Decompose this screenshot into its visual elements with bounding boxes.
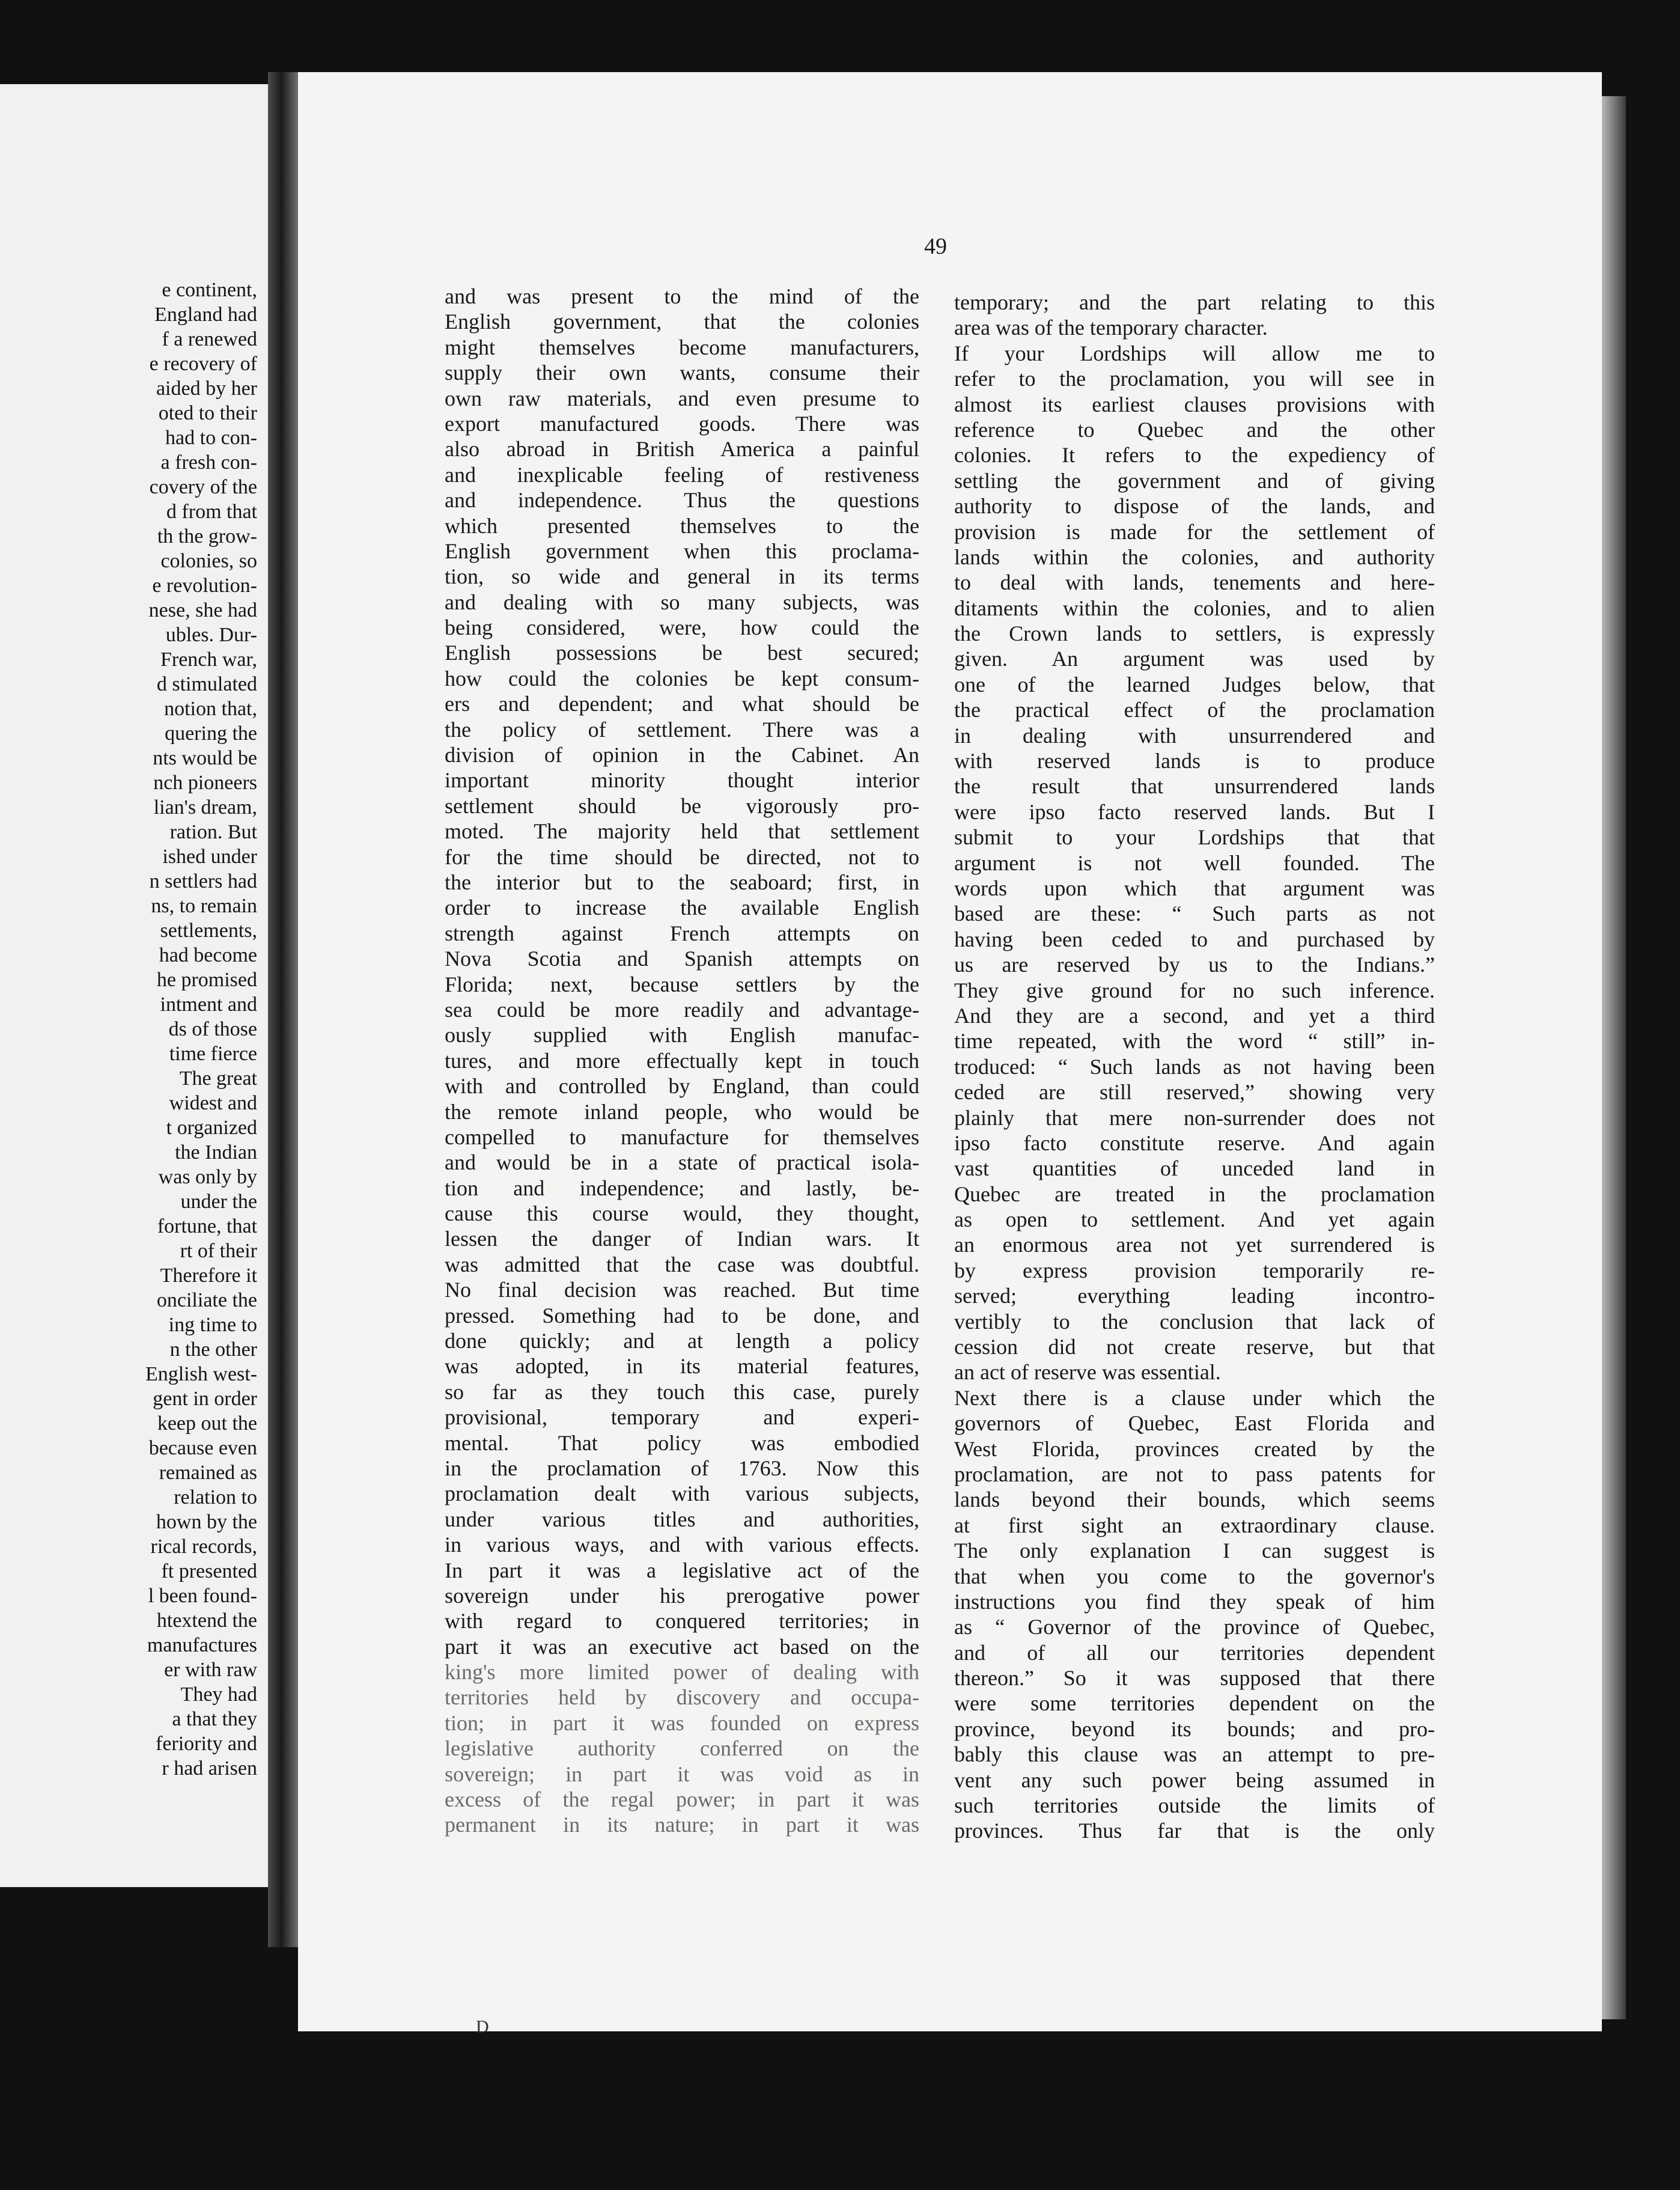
left-page-line: covery of the [149,476,257,498]
column-right-line: as “ Governor of the province of Quebec, [954,1615,1435,1639]
column-right-line: having been ceded to and purchased by [954,927,1435,951]
column-right-line: vertibly to the conclusion that lack of [954,1309,1435,1334]
left-page-line: th the grow- [157,525,257,548]
column-right-line: almost its earliest clauses provisions with [954,392,1435,416]
column-right-line: province, beyond its bounds; and pro- [954,1716,1435,1741]
left-page-line: ubles. Dur- [165,624,257,646]
column-right-line: with reserved lands is to produce [954,749,1435,773]
left-page-line: had to con- [165,427,257,449]
left-page-line: widest and [169,1092,257,1114]
left-page-line: The great [179,1067,257,1090]
column-right-line: submit to your Lordships that that [954,825,1435,850]
column-right-line: that when you come to the governor's [954,1564,1435,1588]
column-left-line: part it was an executive act based on the [445,1634,919,1659]
column-left-line: strength against French attempts on [445,921,919,945]
left-facing-page [0,84,268,1887]
column-left-line: and would be in a state of practical isola- [445,1150,919,1175]
column-right-line: an enormous area not yet surrendered is [954,1233,1435,1257]
column-left-line: how could the colonies be kept consum- [445,666,919,691]
left-page-line: e revolution- [152,575,257,597]
left-page-line: lian's dream, [153,796,257,819]
left-page-line: htextend the [156,1609,257,1632]
column-left-line: might themselves become manufacturers, [445,335,919,359]
column-right-line: as open to settlement. And yet again [954,1207,1435,1232]
column-right-line: the result that unsurrendered lands [954,774,1435,799]
column-right-line: vent any such power being assumed in [954,1768,1435,1792]
column-right-line: authority to dispose of the lands, and [954,494,1435,519]
column-right-line: argument is not well founded. The [954,850,1435,875]
left-page-line: settlements, [160,920,257,942]
column-left-line: done quickly; and at length a policy [445,1329,919,1353]
left-page-line: because even [148,1437,257,1459]
column-left-line: own raw materials, and even presume to [445,386,919,410]
page-edge-shadow [1602,96,1626,2019]
left-page-line: notion that, [164,698,257,720]
left-page-line: was only by [158,1166,257,1188]
column-right-line: troduced: “ Such lands as not having been [954,1054,1435,1079]
column-right-line: temporary; and the part relating to this [954,290,1435,314]
left-page-line: feriority and [156,1733,257,1755]
column-right-line: instructions you find they speak of him [954,1589,1435,1614]
column-right-line: ditaments within the colonies, and to alien [954,596,1435,620]
column-left-line: No final decision was reached. But time [445,1278,919,1302]
column-right-line: plainly that mere non-surrender does not [954,1105,1435,1130]
left-page-line: under the [180,1191,257,1213]
column-right-line: us are reserved by us to the Indians.” [954,953,1435,977]
column-left-line: permanent in its nature; in part it was [445,1813,919,1837]
column-left-line: Nova Scotia and Spanish attempts on [445,947,919,971]
column-right-line: based are these: “ Such parts as not [954,901,1435,926]
column-left-line: being considered, were, how could the [445,615,919,640]
column-right-line: Quebec are treated in the proclamation [954,1182,1435,1206]
column-right-line: bably this clause was an attempt to pre- [954,1742,1435,1767]
left-page-line: l been found- [148,1585,257,1607]
left-page-line: nts would be [153,747,257,769]
left-page-line: oted to their [158,402,257,424]
column-left-line: territories held by discovery and occupa- [445,1685,919,1710]
left-page-line: ds of those [168,1018,257,1040]
left-page-line: England had [154,303,257,326]
left-page-line: rt of their [180,1240,257,1262]
column-right-line: were some territories dependent on the [954,1691,1435,1716]
column-left-line: was admitted that the case was doubtful. [445,1252,919,1276]
column-right-line: given. An argument was used by [954,647,1435,671]
left-page-line: e recovery of [149,353,257,375]
column-left-line: supply their own wants, consume their [445,361,919,385]
column-right-line: in dealing with unsurrendered and [954,723,1435,748]
left-page-line: aided by her [156,377,257,400]
column-left-line: and independence. Thus the questions [445,488,919,513]
column-left-line: settlement should be vigorously pro- [445,793,919,818]
left-page-line: the Indian [175,1141,257,1164]
left-page-line: t organized [166,1117,257,1139]
left-page-line: a fresh con- [160,451,257,474]
column-left-line: the remote inland people, who would be [445,1099,919,1124]
page-number: 49 [924,234,947,259]
column-right-line: served; everything leading incontro- [954,1284,1435,1308]
column-right-line: The only explanation I can suggest is [954,1539,1435,1563]
column-left-line: order to increase the available English [445,895,919,920]
left-page-line: ished under [162,846,257,868]
column-left-line: ously supplied with English manufac- [445,1023,919,1048]
left-page-line: nch pioneers [153,772,257,794]
column-left-line: sovereign under his prerogative power [445,1583,919,1608]
left-page-line: ing time to [168,1314,257,1336]
left-page-line: d stimulated [156,673,257,695]
column-left-line: tion; in part it was founded on express [445,1710,919,1735]
column-right-line: by express provision temporarily re- [954,1258,1435,1283]
left-page-line: intment and [160,993,257,1016]
column-left-line: Florida; next, because settlers by the [445,972,919,996]
left-page-line: gent in order [153,1388,257,1410]
left-page-line: keep out the [157,1412,257,1435]
left-page-line: They had [180,1683,257,1706]
left-page-line: had become [159,944,257,966]
signature-mark: D [476,2017,489,2037]
column-left-line: moted. The majority held that settlement [445,819,919,844]
column-left-line: sea could be more readily and advantage- [445,997,919,1022]
left-page-text [0,278,257,1781]
column-right-line: area was of the temporary character. [954,316,1268,340]
column-left-line: king's more limited power of dealing with [445,1660,919,1685]
column-right-line: And they are a second, and yet a third [954,1003,1435,1028]
column-left-line: cause this course would, they thought, [445,1201,919,1226]
column-left-line: English government, that the colonies [445,310,919,334]
column-left-line: tion, so wide and general in its terms [445,564,919,589]
left-page-line: d from that [166,501,257,523]
left-page-line: ft presented [161,1560,257,1582]
column-right-line: Next there is a clause under which the [954,1385,1435,1410]
column-left-line: which presented themselves to the [445,513,919,538]
column-right-line: reference to Quebec and the other [954,417,1435,442]
left-page-line: quering the [165,722,257,745]
column-left-line: with regard to conquered territories; in [445,1609,919,1633]
left-page-line: Therefore it [160,1264,257,1287]
text-column-right [954,290,1435,1844]
left-page-line: a that they [172,1708,257,1730]
column-right-line: and of all our territories dependent [954,1640,1435,1665]
column-right-line: vast quantities of unceded land in [954,1156,1435,1181]
column-right-line: cession did not create reserve, but that [954,1335,1435,1359]
column-right-line: West Florida, provinces created by the [954,1436,1435,1461]
column-left-line: the interior but to the seaboard; first, in [445,870,919,894]
left-page-line: f a renewed [162,328,257,350]
column-left-line: ers and dependent; and what should be [445,692,919,716]
column-right-line: were ipso facto reserved lands. But I [954,799,1435,824]
column-right-line: words upon which that argument was [954,876,1435,900]
column-right-line: colonies. It refers to the expediency of [954,443,1435,468]
column-left-line: and dealing with so many subjects, was [445,590,919,614]
left-page-line: fortune, that [157,1215,257,1237]
text-column-left [445,284,919,1838]
column-left-line: with and controlled by England, than could [445,1074,919,1099]
left-page-line: onciliate the [156,1289,257,1311]
left-page-line: nese, she had [148,599,257,621]
column-right-line: lands beyond their bounds, which seems [954,1487,1435,1512]
left-page-line: er with raw [164,1659,257,1681]
column-left-line: lessen the danger of Indian wars. It [445,1227,919,1251]
column-left-line: English government when this proclama- [445,538,919,563]
column-left-line: sovereign; in part it was void as in [445,1761,919,1786]
column-left-line: the policy of settlement. There was a [445,717,919,742]
left-page-line: time fierce [169,1043,257,1065]
page-gutter [268,72,298,1947]
column-right-line: such territories outside the limits of [954,1793,1435,1818]
column-left-line: also abroad in British America a painful [445,437,919,462]
left-page-line: rical records, [150,1536,257,1558]
left-page-line: English west- [145,1363,257,1385]
column-right-line: the Crown lands to settlers, is expressly [954,621,1435,646]
column-right-line: ipso facto constitute reserve. And again [954,1130,1435,1155]
column-right-line: at first sight an extraordinary clause. [954,1513,1435,1537]
column-left-line: tion and independence; and lastly, be- [445,1176,919,1200]
left-page-line: n the other [169,1338,257,1361]
column-left-line: in the proclamation of 1763. Now this [445,1456,919,1480]
left-page-line: remained as [159,1462,257,1484]
column-left-line: pressed. Something had to be done, and [445,1303,919,1328]
column-left-line: and was present to the mind of the [445,284,919,308]
column-left-line: and inexplicable feeling of restiveness [445,462,919,487]
left-page-line: n settlers had [149,870,257,892]
left-page-line: e continent, [162,279,257,301]
column-right-line: refer to the proclamation, you will see in [954,367,1435,391]
column-left-line: so far as they touch this case, purely [445,1379,919,1404]
column-right-line: provinces. Thus far that is the only [954,1819,1435,1843]
column-left-line: provisional, temporary and experi- [445,1405,919,1430]
column-right-line: settling the government and of giving [954,468,1435,493]
column-right-line: ceded are still reserved,” showing very [954,1080,1435,1105]
column-right-line: an act of reserve was essential. [954,1360,1221,1385]
column-right-line: If your Lordships will allow me to [954,341,1435,365]
column-left-line: in various ways, and with various effects. [445,1533,919,1557]
column-right-line: lands within the colonies, and authority [954,544,1435,569]
column-left-line: mental. That policy was embodied [445,1430,919,1455]
column-left-line: compelled to manufacture for themselves [445,1124,919,1149]
column-left-line: tures, and more effectually kept in touch [445,1048,919,1073]
column-right-line: the practical effect of the proclamation [954,698,1435,722]
column-left-line: excess of the regal power; in part it was [445,1787,919,1812]
column-left-line: for the time should be directed, not to [445,844,919,869]
column-left-line: English possessions be best secured; [445,641,919,665]
column-right-line: proclamation, are not to pass patents for [954,1462,1435,1486]
left-page-line: French war, [160,648,257,671]
column-left-line: division of opinion in the Cabinet. An [445,743,919,767]
column-right-line: thereon.” So it was supposed that there [954,1666,1435,1691]
left-page-line: manufactures [147,1634,257,1656]
left-page-line: ns, to remain [151,895,257,917]
column-left-line: important minority thought interior [445,768,919,793]
left-page-line: he promised [156,969,257,991]
column-right-line: one of the learned Judges below, that [954,672,1435,697]
column-right-line: provision is made for the settlement of [954,519,1435,544]
column-right-line: governors of Quebec, East Florida and [954,1411,1435,1436]
column-right-line: They give ground for no such inference. [954,978,1435,1002]
left-page-line: r had arisen [162,1757,257,1780]
left-page-line: relation to [174,1486,257,1508]
column-right-line: time repeated, with the word “ still” in- [954,1029,1435,1054]
column-left-line: under various titles and authorities, [445,1507,919,1531]
left-page-line: ration. But [169,821,257,843]
column-left-line: was adopted, in its material features, [445,1354,919,1379]
column-left-line: export manufactured goods. There was [445,411,919,436]
column-left-line: legislative authority conferred on the [445,1736,919,1761]
left-page-line: hown by the [156,1511,257,1533]
column-right-line: to deal with lands, tenements and here- [954,570,1435,595]
left-page-line: colonies, so [160,550,257,572]
column-left-line: In part it was a legislative act of the [445,1558,919,1582]
column-left-line: proclamation dealt with various subjects, [445,1481,919,1506]
